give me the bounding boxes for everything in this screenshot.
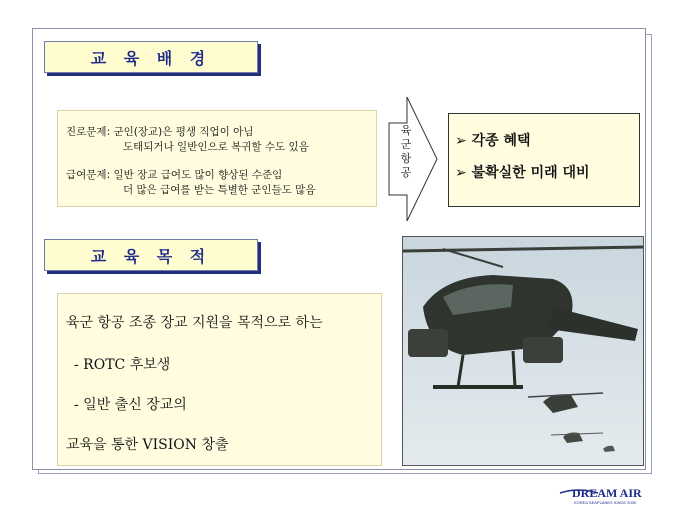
helicopter-photo	[402, 236, 644, 466]
arrow-char-2: 군	[400, 138, 412, 151]
goal-line2: - ROTC 후보생	[74, 357, 171, 373]
goal-line1: 육군 항공 조종 장교 지원을 목적으로 하는	[66, 315, 323, 331]
arrow-char-1: 육	[400, 124, 412, 137]
career-label: 진로문제:	[66, 126, 111, 138]
helicopter-image	[403, 237, 643, 465]
career-issue-row	[66, 125, 253, 140]
section-title-background	[44, 41, 258, 73]
section-title-purpose	[44, 239, 258, 271]
section-title-purpose-text: 교 육 목 적	[90, 246, 212, 266]
arrow-bullet-icon: ➢	[455, 165, 467, 181]
pay-line1: 일반 장교 급여도 많이 향상된 수준임	[113, 169, 283, 181]
pay-line2: 더 많은 급여를 받는 특별한 군인들도 많음	[123, 184, 316, 196]
goal-line4: 교육을 통한 VISION 창출	[66, 437, 229, 453]
pay-issue-row	[66, 168, 282, 183]
pay-label: 급여문제:	[66, 169, 111, 181]
benefit-item	[455, 162, 590, 182]
logo-mark	[558, 484, 668, 506]
career-line1: 군인(장교)은 평생 직업이 아님	[113, 126, 254, 138]
arrow-bullet-icon: ➢	[455, 133, 467, 149]
arrow-char-4: 공	[400, 166, 412, 179]
goals-box	[57, 293, 382, 466]
army-aviation-label	[395, 124, 417, 180]
benefit-item	[455, 130, 531, 150]
svg-text:DREAM AIR: DREAM AIR	[572, 486, 642, 500]
benefit-text: 각종 혜택	[471, 133, 531, 149]
arrow-char-3: 항	[400, 152, 412, 165]
dream-air-logo	[558, 484, 668, 506]
svg-text:KOREA SEAPLANES SINCE 2000: KOREA SEAPLANES SINCE 2000	[574, 500, 637, 505]
section-title-background-text: 교 육 배 경	[90, 48, 212, 68]
benefits-box	[448, 113, 640, 207]
goal-line3: - 일반 출신 장교의	[74, 397, 187, 413]
benefit-text: 불확실한 미래 대비	[471, 165, 590, 181]
issues-box	[57, 110, 377, 207]
career-line2: 도태되거나 일반인으로 복귀할 수도 있음	[123, 141, 309, 153]
